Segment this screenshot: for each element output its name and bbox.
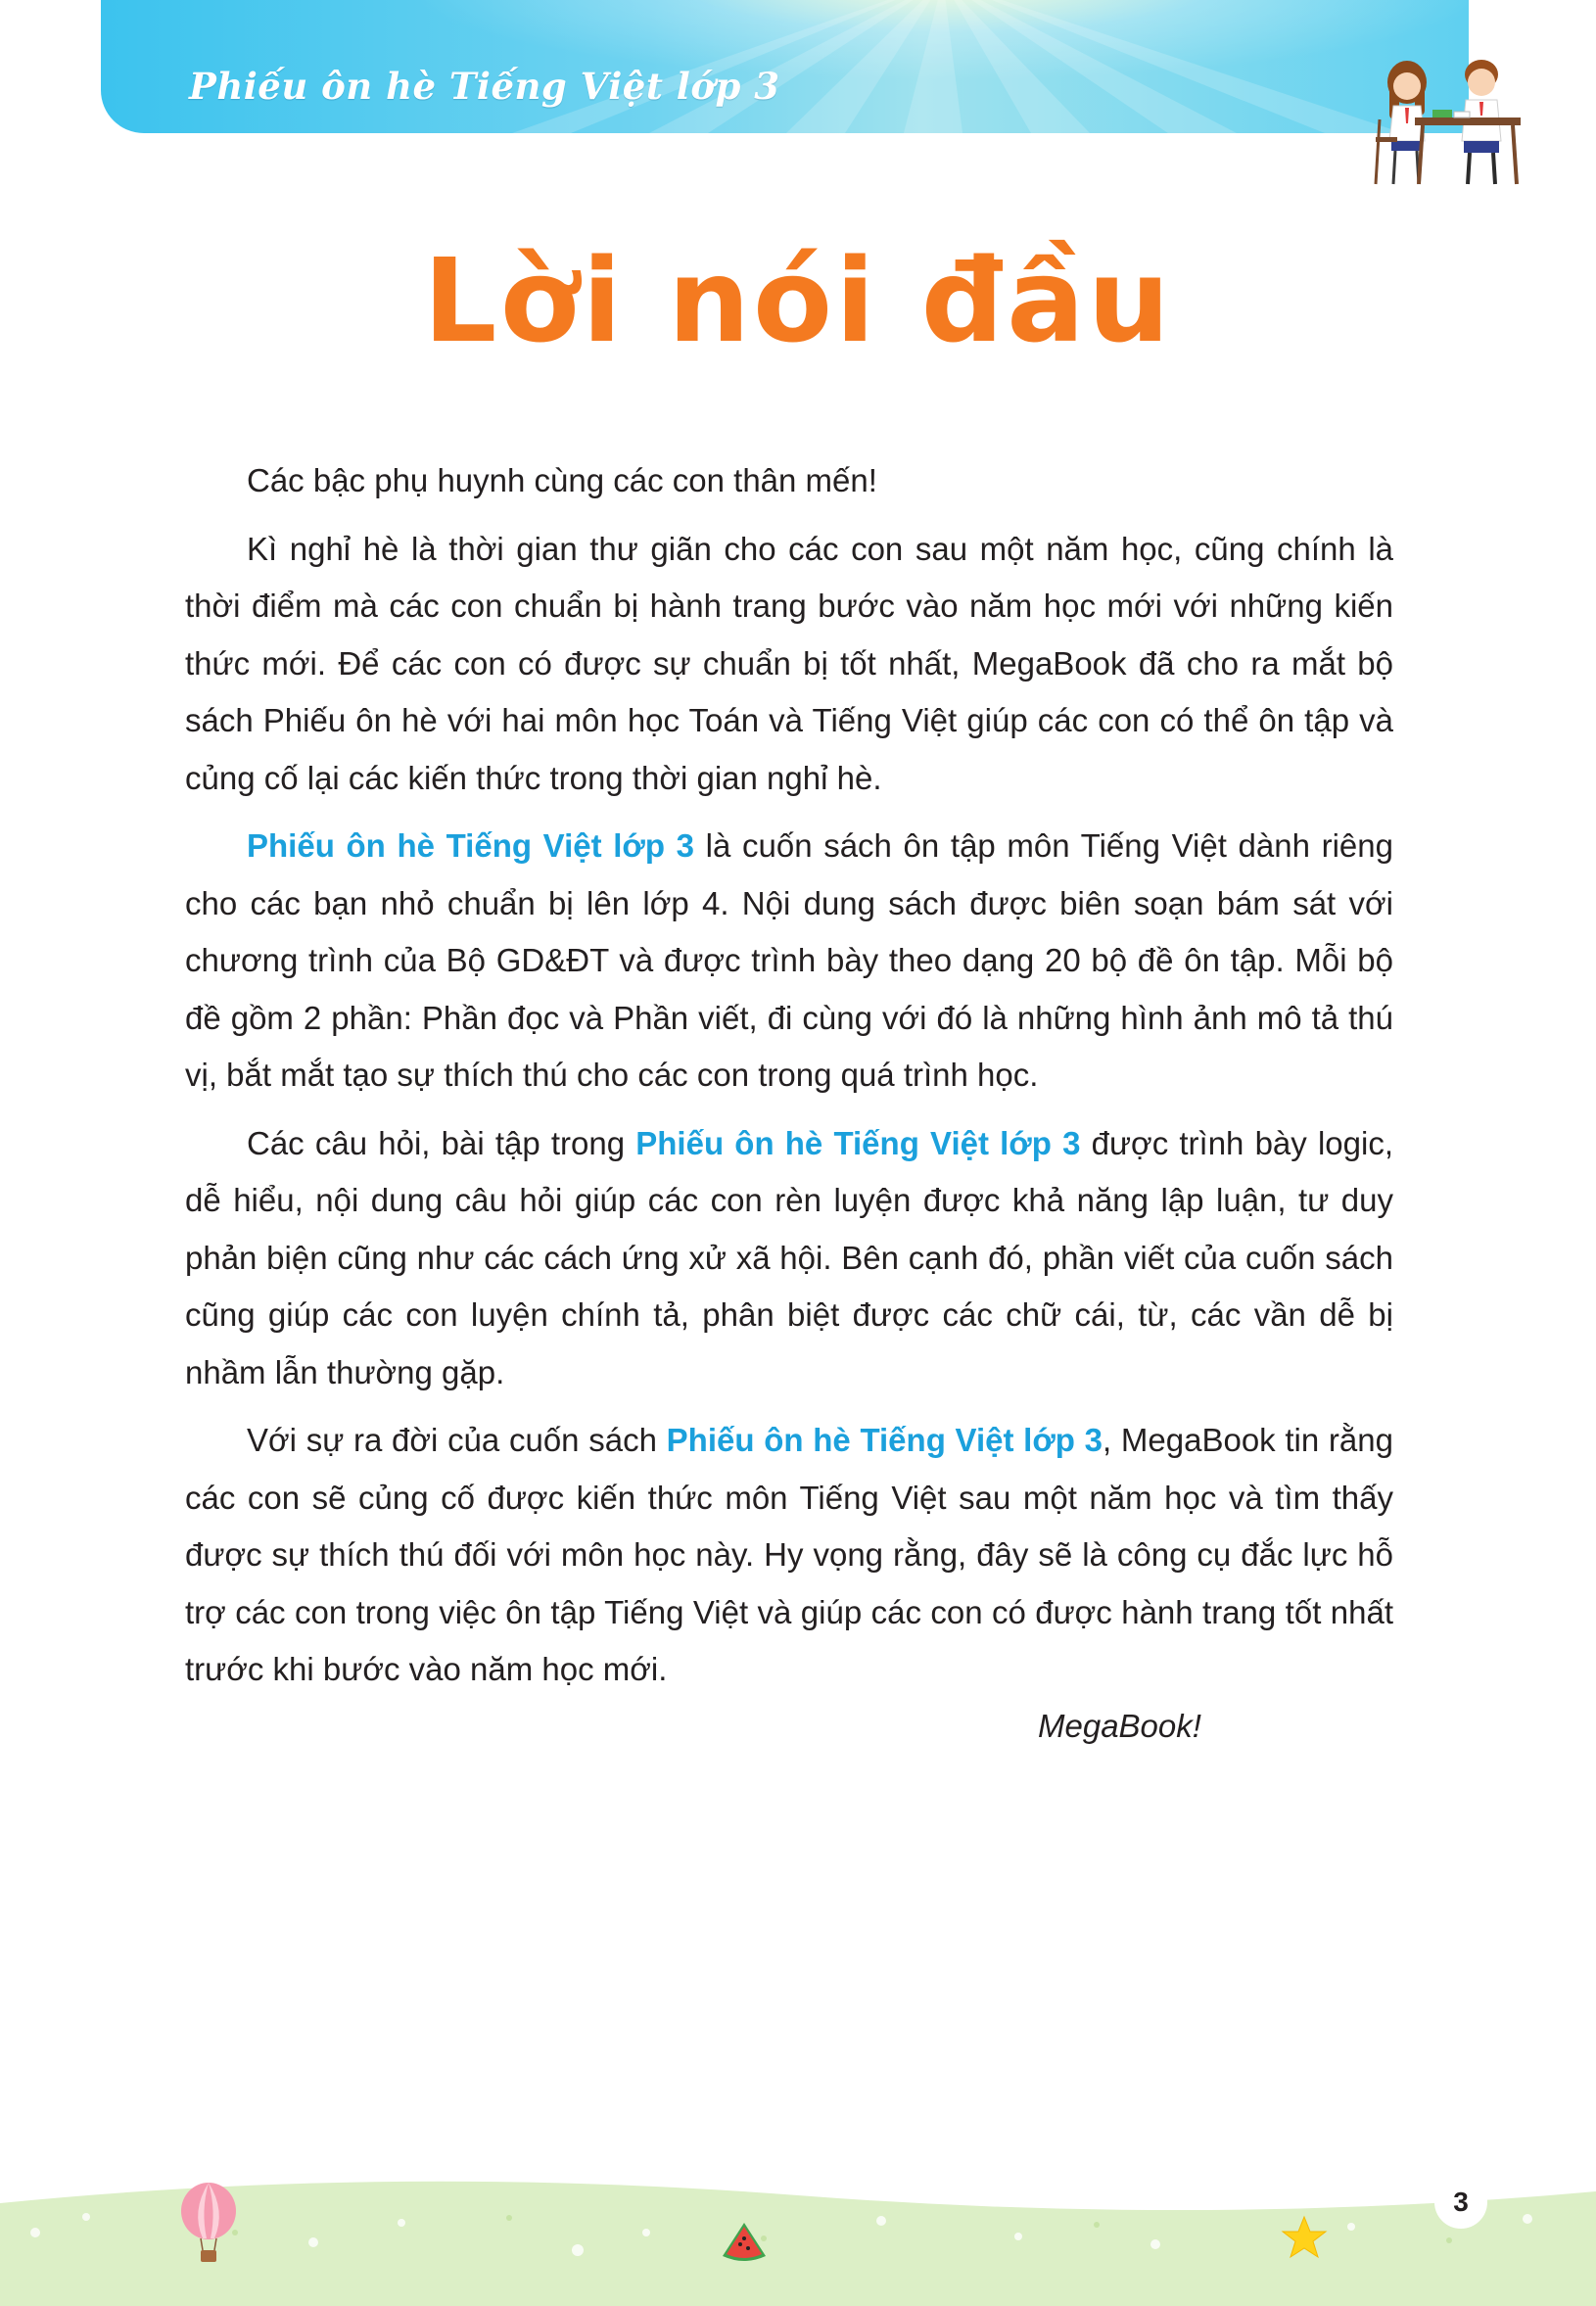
paragraph-3-start: Các câu hỏi, bài tập trong bbox=[247, 1124, 636, 1161]
paragraph-4-text: , MegaBook tin rằng các con sẽ củng cố được kiến thức môn Tiếng Việt sau một năm học và tìm thấy được sự thích thú đối với môn học này. Hy vọng rằng, đây sẽ là công cụ đắc lực hỗ trợ các con trong việc ôn tập Tiếng Việt và giúp các con có được hành trang tốt nhất trước khi bước vào năm học mới. bbox=[185, 1422, 1393, 1687]
page-number: 3 bbox=[1434, 2176, 1487, 2229]
body-text bbox=[185, 452, 1393, 1710]
watermelon-slice-icon bbox=[719, 2219, 770, 2262]
paragraph-2 bbox=[185, 818, 1393, 1105]
page-title: Lời nói đầu bbox=[423, 233, 1173, 368]
hot-air-balloon-icon bbox=[177, 2182, 240, 2266]
signature: MegaBook! bbox=[1038, 1708, 1201, 1744]
header-title: Phiếu ôn hè Tiếng Việt lớp 3 bbox=[189, 65, 780, 108]
paragraph-4-start: Với sự ra đời của cuốn sách bbox=[247, 1422, 667, 1458]
star-icon bbox=[1281, 2215, 1328, 2260]
paragraph-1: Kì nghỉ hè là thời gian thư giãn cho các con sau một năm học, cũng chính là thời điểm mà các con chuẩn bị hành trang bước vào năm học mới với những kiến thức mới. Để các con có được sự chuẩn bị tốt nhất, MegaBook đã cho ra mắt bộ sách Phiếu ôn hè với hai môn học Toán và Tiếng Việt giúp các con có thể ôn tập và củng cố lại các kiến thức trong thời gian nghỉ hè. bbox=[185, 530, 1393, 796]
book-name-highlight: Phiếu ôn hè Tiếng Việt lớp 3 bbox=[247, 827, 695, 864]
book-name-highlight: Phiếu ôn hè Tiếng Việt lớp 3 bbox=[635, 1124, 1081, 1161]
paragraph-2-text: là cuốn sách ôn tập môn Tiếng Việt dành riêng cho các bạn nhỏ chuẩn bị lên lớp 4. Nội dung sách được biên soạn bám sát với chương trình của Bộ GD&ĐT và được trình bày theo dạng 20 bộ đề ôn tập. Mỗi bộ đề gồm 2 phần: Phần đọc và Phần viết, đi cùng với đó là những hình ảnh mô tả thú vị, bắt mắt tạo sự thích thú cho các con trong quá trình học. bbox=[185, 827, 1393, 1093]
paragraph-3-text: được trình bày logic, dễ hiểu, nội dung câu hỏi giúp các con rèn luyện được khả năng lập luận, tư duy phản biện cũng như các cách ứng xử xã hội. Bên cạnh đó, phần viết của cuốn sách cũng giúp các con luyện chính tả, phân biệt được các chữ cái, từ, các vần dễ bị nhầm lẫn thường gặp. bbox=[185, 1124, 1393, 1390]
paragraph-4 bbox=[185, 1412, 1393, 1699]
header-banner bbox=[101, 0, 1469, 133]
book-name-highlight: Phiếu ôn hè Tiếng Việt lớp 3 bbox=[666, 1422, 1103, 1458]
kids-at-desk-illustration bbox=[1366, 51, 1523, 188]
greeting-paragraph: Các bậc phụ huynh cùng các con thân mến! bbox=[247, 462, 877, 498]
paragraph-3 bbox=[185, 1115, 1393, 1402]
